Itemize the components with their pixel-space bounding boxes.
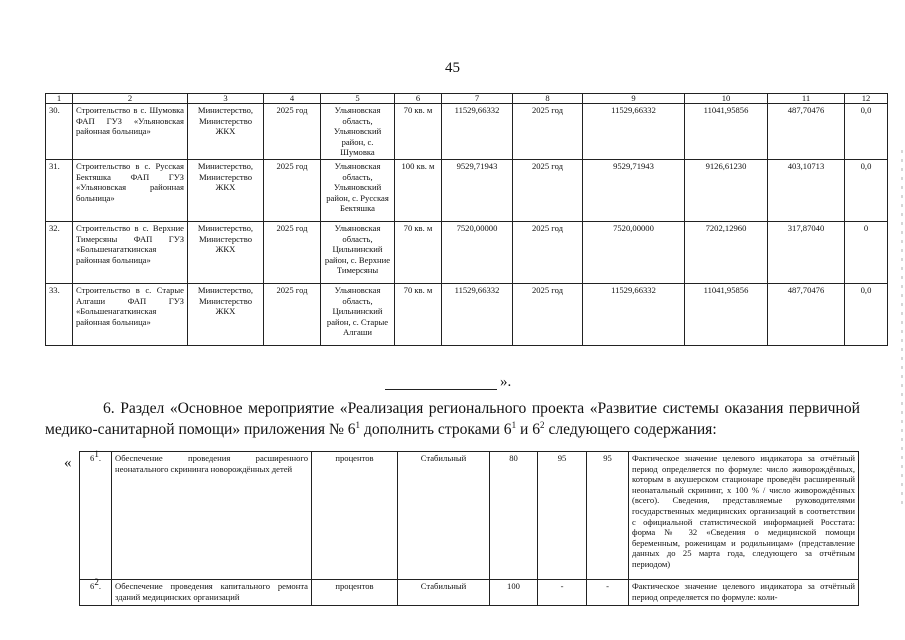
year: 2025 год xyxy=(513,104,583,160)
value-3: 95 xyxy=(587,452,629,580)
column-number: 3 xyxy=(188,94,264,104)
object-name: Строительство в с. Русская Бектяшка ФАП ГУЗ «Ульяновская районная больница» xyxy=(73,159,188,221)
other-sources: 0,0 xyxy=(845,283,888,345)
indicator-description: Фактическое значение целевого индикатора за отчётный период определяется по формуле: число живорождённых, которым в акушерском стационаре проведён расширенный неонатальный скрининг, х 100 % / число живорождённых (всего). Сведения, представляемые руководителями государственных медицинских организаций в соответствии с официальной статистической информацией Росстата: форма № 32 «Сведения о медицинской помощи беременным, роженицам и родильницам» (представление данных до 25 марта года, следующего за отчётным периодом) xyxy=(629,452,859,580)
scan-artifact xyxy=(901,150,903,510)
year: 2025 год xyxy=(513,221,583,283)
capacity: 70 кв. м xyxy=(395,283,442,345)
section-text-part: и 6 xyxy=(516,421,541,438)
indicator-description: Фактическое значение целевого индикатора за отчётный период определяется по формуле: коли- xyxy=(629,580,859,606)
superscript: 2 xyxy=(540,419,545,430)
object-name: Строительство в с. Верхние Тимерсяны ФАП ГУЗ «Большенагаткинская районная больница» xyxy=(73,221,188,283)
table-row xyxy=(46,221,888,283)
signature-underline xyxy=(385,378,497,390)
superscript: 2 xyxy=(94,577,99,588)
column-number: 5 xyxy=(321,94,395,104)
superscript: 1 xyxy=(511,419,517,430)
other-sources: 0,0 xyxy=(845,159,888,221)
object-name: Строительство в с. Шумовка ФАП ГУЗ «Ульяновская районная больница» xyxy=(73,104,188,160)
regional-budget: 403,10713 xyxy=(768,159,845,221)
row-number-text: 6 xyxy=(90,453,95,463)
object-name: Строительство в с. Старые Алгаши ФАП ГУЗ «Большенагаткинская районная больница» xyxy=(73,283,188,345)
regional-budget: 487,70476 xyxy=(768,283,845,345)
column-number: 2 xyxy=(73,94,188,104)
section-paragraph xyxy=(45,398,860,440)
row-number: $6^2$. xyxy=(80,580,112,606)
section-text-part: 6. Раздел «Основное мероприятие «Реализация регионального проекта «Развитие системы оказания первичной медико-санитарной помощи» приложения № 6 xyxy=(45,400,860,438)
column-number: 1 xyxy=(46,94,73,104)
indicator-type: Стабильный xyxy=(398,580,490,606)
year: 2025 год xyxy=(513,159,583,221)
federal-budget: 7202,12960 xyxy=(685,221,768,283)
table-header-row xyxy=(46,94,888,104)
section-text-part: дополнить строками 6 xyxy=(360,421,512,438)
table-row xyxy=(46,283,888,345)
regional-budget: 317,87040 xyxy=(768,221,845,283)
value-3: - xyxy=(587,580,629,606)
year: 2025 год xyxy=(513,283,583,345)
other-sources: 0 xyxy=(845,221,888,283)
unit: процентов xyxy=(312,580,398,606)
objects-table xyxy=(45,93,888,346)
cost: 11529,66332 xyxy=(442,104,513,160)
table-row xyxy=(46,159,888,221)
page-number: 45 xyxy=(445,60,460,76)
capacity: 70 кв. м xyxy=(395,221,442,283)
column-number: 6 xyxy=(395,94,442,104)
total: 11529,66332 xyxy=(583,283,685,345)
column-number: 10 xyxy=(685,94,768,104)
location: Ульяновская область, Цильнинский район, с. Старые Алгаши xyxy=(321,283,395,345)
total: 9529,71943 xyxy=(583,159,685,221)
column-number: 11 xyxy=(768,94,845,104)
section-text-part: следующего содержания: xyxy=(544,421,717,438)
table-row xyxy=(46,104,888,160)
superscript: 1 xyxy=(94,449,99,460)
capacity: 70 кв. м xyxy=(395,104,442,160)
table-row xyxy=(80,452,859,580)
federal-budget: 11041,95856 xyxy=(685,283,768,345)
row-number: 30. xyxy=(46,104,73,160)
regional-budget: 487,70476 xyxy=(768,104,845,160)
responsible: Министерство, Министерство ЖКХ xyxy=(188,159,264,221)
year: 2025 год xyxy=(264,104,321,160)
row-number: 32. xyxy=(46,221,73,283)
location: Ульяновская область, Ульяновский район, с. Русская Бектяшка xyxy=(321,159,395,221)
federal-budget: 9126,61230 xyxy=(685,159,768,221)
responsible: Министерство, Министерство ЖКХ xyxy=(188,283,264,345)
opening-quote: « xyxy=(64,455,72,471)
column-number: 12 xyxy=(845,94,888,104)
table-row xyxy=(80,580,859,606)
superscript: 1 xyxy=(355,419,361,430)
responsible: Министерство, Министерство ЖКХ xyxy=(188,104,264,160)
indicator-name: Обеспечение проведения расширенного неонатального скрининга новорождённых детей xyxy=(112,452,312,580)
column-number: 8 xyxy=(513,94,583,104)
value-1: 100 xyxy=(490,580,538,606)
year: 2025 год xyxy=(264,283,321,345)
location: Ульяновская область, Цильнинский район, с. Верхние Тимерсяны xyxy=(321,221,395,283)
responsible: Министерство, Министерство ЖКХ xyxy=(188,221,264,283)
year: 2025 год xyxy=(264,221,321,283)
row-number: $6^1$. xyxy=(80,452,112,580)
total: 11529,66332 xyxy=(583,104,685,160)
federal-budget: 11041,95856 xyxy=(685,104,768,160)
row-number-text: 6 xyxy=(90,581,95,591)
value-1: 80 xyxy=(490,452,538,580)
total: 7520,00000 xyxy=(583,221,685,283)
cost: 11529,66332 xyxy=(442,283,513,345)
cost: 7520,00000 xyxy=(442,221,513,283)
column-number: 4 xyxy=(264,94,321,104)
closing-quote: ». xyxy=(500,374,512,390)
indicators-table xyxy=(79,451,859,606)
year: 2025 год xyxy=(264,159,321,221)
value-2: - xyxy=(538,580,587,606)
capacity: 100 кв. м xyxy=(395,159,442,221)
location: Ульяновская область, Ульяновский район, с. Шумовка xyxy=(321,104,395,160)
row-number: 33. xyxy=(46,283,73,345)
unit: процентов xyxy=(312,452,398,580)
column-number: 9 xyxy=(583,94,685,104)
indicator-name: Обеспечение проведения капитального ремонта зданий медицинских организаций xyxy=(112,580,312,606)
value-2: 95 xyxy=(538,452,587,580)
column-number: 7 xyxy=(442,94,513,104)
row-number: 31. xyxy=(46,159,73,221)
other-sources: 0,0 xyxy=(845,104,888,160)
cost: 9529,71943 xyxy=(442,159,513,221)
indicator-type: Стабильный xyxy=(398,452,490,580)
